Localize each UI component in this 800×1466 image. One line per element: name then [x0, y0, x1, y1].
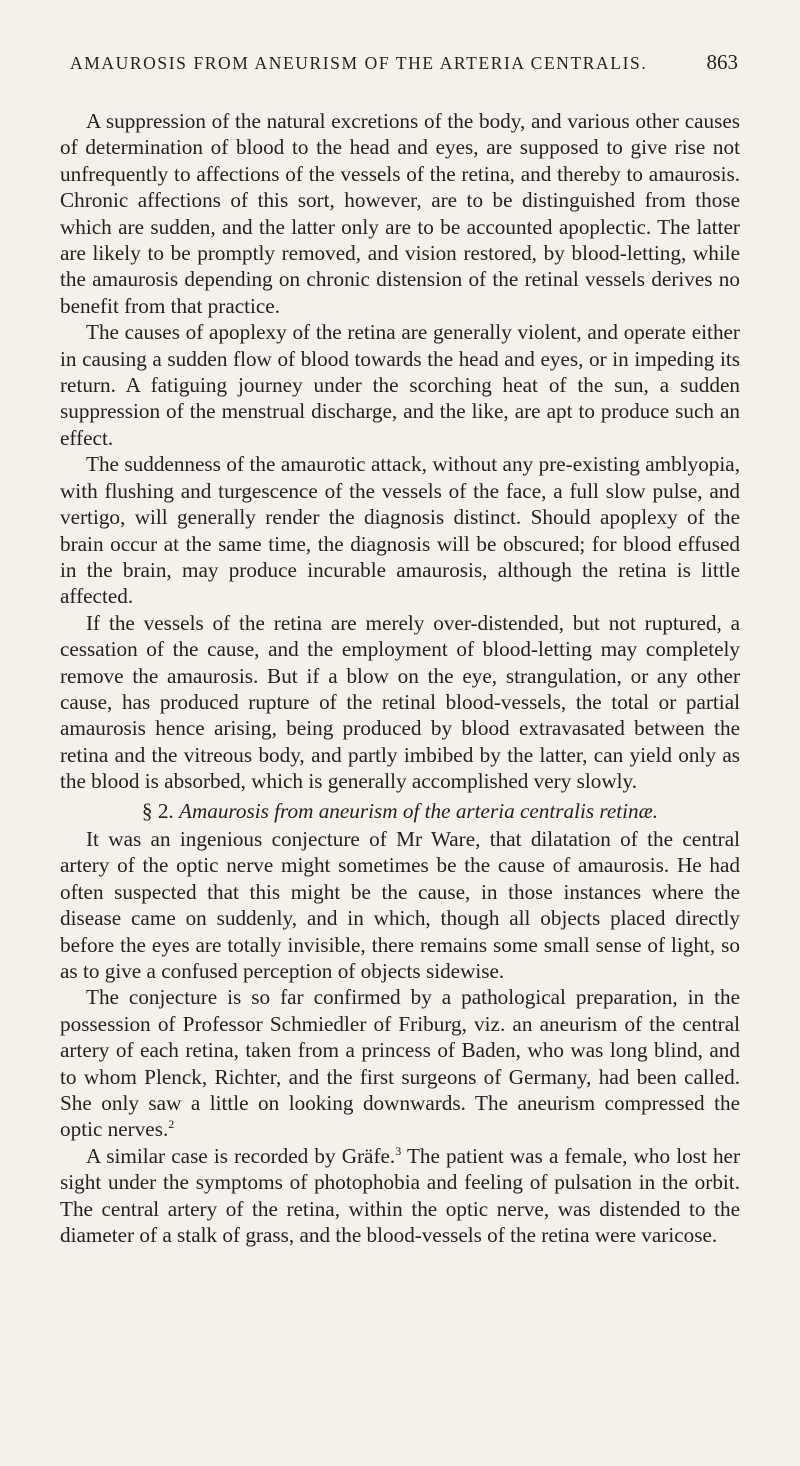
paragraph-7-text-a: A similar case is recorded by Gräfe.: [86, 1143, 396, 1168]
paragraph-7-text-b: The patient was a female, who lost her sight under the symptoms of photophobia and feeling of pulsation in the orbit. The central artery of the retina, within the optic nerve, was distended to the diameter of a stalk of grass, and the blood-vessels of the retina were varicose.: [60, 1143, 740, 1248]
page-header: [70, 50, 738, 75]
paragraph-7: [60, 1143, 740, 1249]
paragraph-5: It was an ingenious conjecture of Mr Ware, that dilatation of the central artery of the optic nerve might sometimes be the cause of amaurosis. He had often suspected that this might be the cause, in those instances where the disease came on suddenly, and in which, though all objects placed directly before the eyes are totally invisible, there remains some small sense of light, so as to give a confused perception of objects sidewise.: [60, 826, 740, 983]
section-title: Amaurosis from aneurism of the arteria centralis retinæ.: [179, 798, 659, 823]
paragraph-2: The causes of apoplexy of the retina are generally violent, and operate either in causing a sudden flow of blood towards the head and eyes, or in impeding its return. A fatiguing journey under the scorching heat of the sun, a sudden suppression of the menstrual discharge, and the like, are apt to produce such an effect.: [60, 320, 740, 450]
paragraph-6: [60, 984, 740, 1142]
page-number: 863: [706, 50, 738, 74]
paragraph-4: If the vessels of the retina are merely over-distended, but not ruptured, a cessation of the cause, and the employment of blood-letting may completely remove the amaurosis. But if a blow on the eye, strangulation, or any other cause, has produced rupture of the retinal blood-vessels, the total or partial amaurosis hence arising, being produced by blood extravasated between the retina and the vitreous body, and partly imbibed by the latter, can yield only as the blood is absorbed, which is generally accomplished very slowly.: [60, 610, 740, 794]
paragraph-1: A suppression of the natural excretions of the body, and various other causes of determination of blood to the head and eyes, are supposed to give rise not unfrequently to affections of the vessels of the retina, and thereby to amaurosis. Chronic affections of this sort, however, are to be distinguished from those which are sudden, and the latter only are to be accounted apoplectic. The latter are likely to be promptly removed, and vision restored, by blood-letting, while the amaurosis depending on chronic distension of the retinal vessels derives no benefit from that practice.: [60, 109, 740, 318]
footnote-ref-3: 3: [395, 1143, 402, 1158]
paragraph-3: The suddenness of the amaurotic attack, without any pre-existing amblyopia, with flushing and turgescence of the vessels of the face, a full slow pulse, and vertigo, will generally render the diagnosis distinct. Should apoplexy of the brain occur at the same time, the diagnosis will be obscured; for blood effused in the brain, may produce incurable amaurosis, although the retina is little affected.: [60, 452, 740, 609]
section-heading: [60, 798, 740, 824]
paragraph-6-text: The conjecture is so far confirmed by a pathological preparation, in the possession of Professor Schmiedler of Friburg, viz. an aneurism of the central artery of each retina, taken from a princess of Baden, who was long blind, and to whom Plenck, Richter, and the first surgeons of Germany, had been called. She only saw a little on looking downwards. The aneurism compressed the optic nerves.: [60, 985, 740, 1142]
footnote-ref-2: 2: [168, 1117, 175, 1132]
page-body: [60, 108, 740, 1248]
section-number: § 2.: [141, 798, 174, 823]
running-title: AMAUROSIS FROM ANEURISM OF THE ARTERIA CENTRALIS.: [70, 53, 648, 73]
